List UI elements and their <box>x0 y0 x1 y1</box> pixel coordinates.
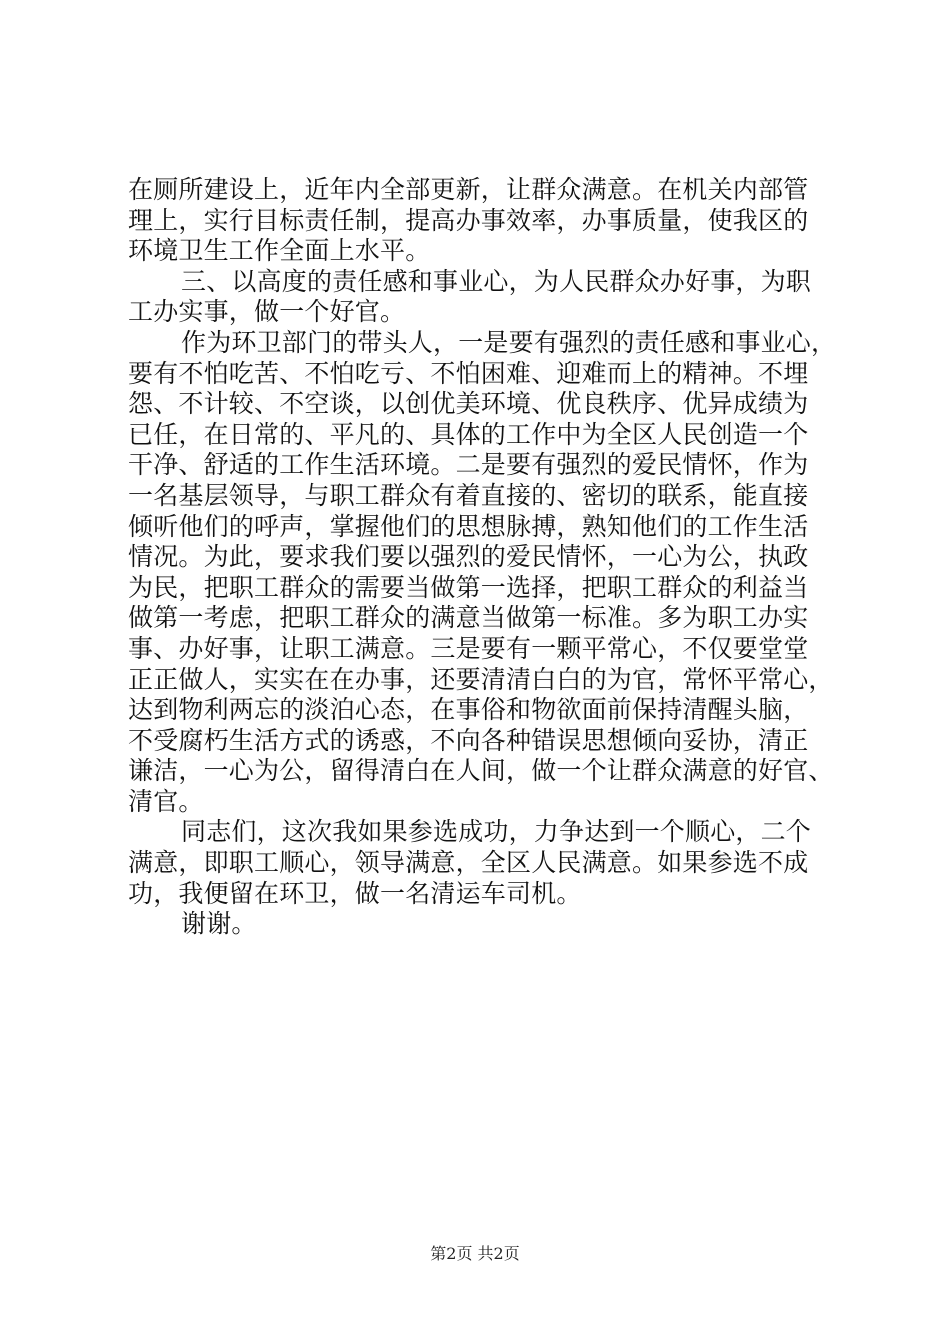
text-line: 理上，实行目标责任制，提高办事效率，办事质量，使我区的 <box>128 205 809 235</box>
text-line: 同志们，这次我如果参选成功，力争达到一个顺心，二个 <box>181 817 812 847</box>
text-line: 做第一考虑，把职工群众的满意当做第一标准。多为职工办实 <box>128 603 809 633</box>
text-line: 环境卫生工作全面上水平。 <box>128 236 431 266</box>
document-body <box>128 175 848 940</box>
text-line: 倾听他们的呼声，掌握他们的思想脉搏，熟知他们的工作生活 <box>128 511 809 541</box>
text-line: 不受腐朽生活方式的诱惑，不向各种错误思想倾向妥协，清正 <box>128 725 809 755</box>
page-footer: 第2页 共2页 <box>430 1244 520 1263</box>
text-line: 作为环卫部门的带头人，一是要有强烈的责任感和事业心， <box>181 327 837 357</box>
text-line: 满意，即职工顺心，领导满意，全区人民满意。如果参选不成 <box>128 848 809 878</box>
text-line: 达到物利两忘的淡泊心态，在事俗和物欲面前保持清醒头脑， <box>128 695 809 725</box>
text-line: 清官。 <box>128 786 204 816</box>
text-line: 三、以高度的责任感和事业心，为人民群众办好事，为职 <box>181 266 812 296</box>
text-line: 要有不怕吃苦、不怕吃亏、不怕困难、迎难而上的精神。不埋 <box>128 358 809 388</box>
text-line: 功，我便留在环卫，做一名清运车司机。 <box>128 878 582 908</box>
text-line: 在厕所建设上，近年内全部更新，让群众满意。在机关内部管 <box>128 175 809 204</box>
text-line: 怨、不计较、不空谈，以创优美环境、优良秩序、优异成绩为 <box>128 389 809 419</box>
text-line: 工办实事，做一个好官。 <box>128 297 406 327</box>
text-line: 正正做人，实实在在办事，还要清清白白的为官，常怀平常心， <box>128 664 834 694</box>
text-line: 谦洁，一心为公，留得清白在人间，做一个让群众满意的好官、 <box>128 756 834 786</box>
text-line: 已任，在日常的、平凡的、具体的工作中为全区人民创造一个 <box>128 419 809 449</box>
text-line: 事、办好事，让职工满意。三是要有一颗平常心，不仅要堂堂 <box>128 633 809 663</box>
text-line: 谢谢。 <box>181 909 257 939</box>
text-line: 干净、舒适的工作生活环境。二是要有强烈的爱民情怀，作为 <box>128 450 809 480</box>
text-line: 为民，把职工群众的需要当做第一选择，把职工群众的利益当 <box>128 572 809 602</box>
text-line: 一名基层领导，与职工群众有着直接的、密切的联系，能直接 <box>128 480 809 510</box>
text-line: 情况。为此，要求我们要以强烈的爱民情怀，一心为公，执政 <box>128 542 809 572</box>
